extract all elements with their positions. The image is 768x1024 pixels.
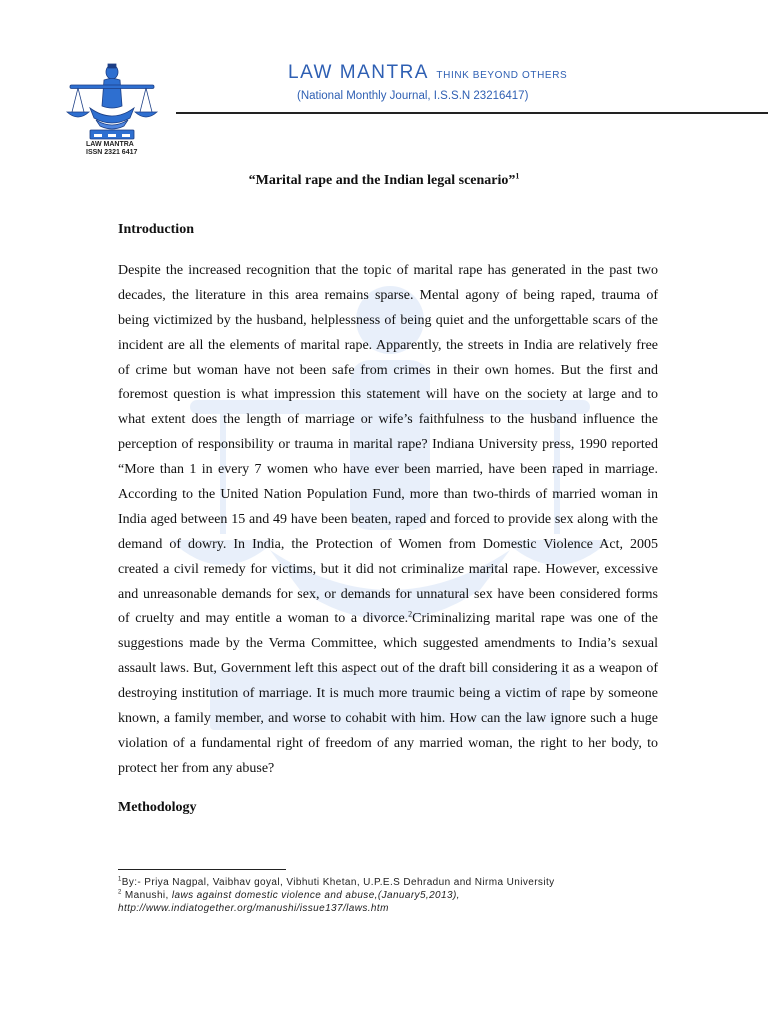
paragraph-line: protect her from any abuse? <box>118 760 275 776</box>
paragraph-line: and unreasonable demands for sex, or demands for unnatural sex have been considered forms <box>118 586 658 602</box>
paragraph-line: decades, the literature in this area remains sparse. Mental agony of being raped, trauma of <box>118 287 658 303</box>
logo-caption-name: LAW MANTRA <box>86 141 134 148</box>
header-divider <box>176 112 768 114</box>
paragraph-line: known, a family member, and worse to cohabit with him. How can the law ignore such a huge <box>118 711 658 727</box>
paragraph-line: destroying institution of marriage. It is much more traumic being a victim of rape by someone <box>118 686 658 702</box>
paragraph-line: suggestions made by the Verma Committee, which suggested amendments to India’s sexual <box>118 636 658 652</box>
introduction-paragraph <box>118 259 658 782</box>
footnote-2 <box>118 889 678 902</box>
paragraph-line: Despite the increased recognition that the topic of marital rape has generated in the past two <box>118 263 658 278</box>
footnote-mark-1: 1 <box>118 876 122 883</box>
footnote-2-url[interactable] <box>118 902 678 915</box>
footnote-ref-2: 2 <box>408 609 413 619</box>
journal-subtitle: (National Monthly Journal, I.S.S.N 23216417) <box>297 90 529 102</box>
footnote-mark-2: 2 <box>118 889 122 896</box>
journal-tagline: THINK BEYOND OTHERS <box>436 70 568 81</box>
paragraph-line: “More than 1 in every 7 women who have ever been married, have been raped in marriage. <box>118 462 658 478</box>
paragraph-line-with-footnote <box>118 607 658 632</box>
journal-brand: LAW MANTRA <box>288 62 429 83</box>
paragraph-line: violation of a fundamental right of freedom of any married woman, the right to her body, to <box>118 735 658 751</box>
footnote-1-text: By:- Priya Nagpal, Vaibhav goyal, Vibhuti Khetan, U.P.E.S Dehradun and Nirma University <box>121 877 555 888</box>
article-title <box>0 173 768 189</box>
footnote-1 <box>118 876 678 889</box>
paragraph-line: According to the United Nation Population Fund, more than two-thirds of married woman in <box>118 487 658 503</box>
paragraph-line: India aged between 15 and 49 have been beaten, raped and forced to provide sex along with the <box>118 511 658 527</box>
paragraph-line: being victimized by the husband, helplessness of being quiet and the unforgettable scars of the <box>118 312 658 328</box>
section-heading-introduction: Introduction <box>118 222 194 237</box>
footnotes <box>118 876 678 915</box>
footnote-divider <box>118 869 286 870</box>
paragraph-line: demand of dowry. In India, the Protection of Women from Domestic Violence Act, 2005 <box>118 536 658 552</box>
footnote-2-link[interactable]: http://www.indiatogether.org/manushi/issue137/laws.htm <box>118 903 389 914</box>
paragraph-line: created a civil remedy for victims, but it did not criminalize marital rape. However, excessive <box>118 561 658 577</box>
paragraph-line: foremost question is what impression this statement will have on the society at large and to <box>118 387 658 403</box>
paragraph-line: perception of responsibility or trauma in marital rape? Indiana University press, 1990 reported <box>118 437 658 453</box>
paragraph-line-part: Criminalizing marital rape was one of the <box>412 611 658 627</box>
footnote-2-title: laws against domestic violence and abuse,(January5,2013), <box>171 890 460 901</box>
journal-title <box>288 62 567 84</box>
article-title-text: “Marital rape and the Indian legal scenario” <box>248 173 516 188</box>
footnote-2-author: Manushi, <box>121 890 172 901</box>
footnote-ref-1: 1 <box>515 171 520 181</box>
paragraph-line: assault laws. But, Government left this aspect out of the draft bill considering it as a weapon of <box>118 661 658 677</box>
section-heading-methodology: Methodology <box>118 800 197 815</box>
paragraph-line: what extent does the length of marriage or wife’s faithfulness to the husband influence the <box>118 412 658 428</box>
logo-caption <box>86 141 166 157</box>
paragraph-line-part: of cruelty and may entitle a woman to a divorce. <box>118 611 409 627</box>
paragraph-line: of crime but woman have not been safe from crimes in their own homes. But the first and <box>118 362 658 378</box>
paragraph-line: incident are all the elements of marital rape. Apparently, the streets in India are relatively free <box>118 337 658 353</box>
logo-caption-issn: ISSN 2321 6417 <box>86 149 138 156</box>
